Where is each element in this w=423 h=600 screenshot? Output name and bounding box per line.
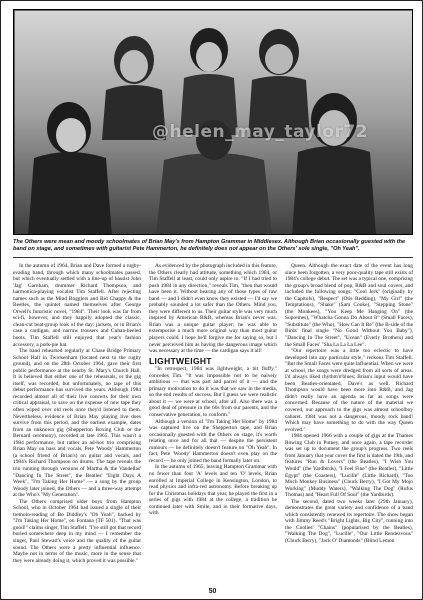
paragraph: As evidenced by the photograph included in this feature, the Others clearly had attitude, something which 1984, or Tim Staffell at least, could only aspire to. "If I had tried to push 1984 in any direction," reveals Tim, "then that would have been it. Without hearing any of those types of raw band — and I didn't even know they existed — I'd say we probably sounded a lot safer than the Others. Mind you, they were different to us. Their guitar style was very much inspired by American R&B, whereas Brian's never was. Brian was a unique guitar player; he was able to extemporise a much more original way than most guitar players could. I hope he'll forgive me for saying so, but I never perceived him as having the dangerous image which was necessary at the time — the cardigan says it all!	[149, 263, 277, 355]
photo-watermark: @helen_may_taylor72	[152, 122, 369, 142]
article-column-1	[13, 263, 141, 585]
paragraph: 1984 opened 1966 with a couple of gigs at the Thames Rowing Club in Putney, and once again, a tape recorder was set up to document the group's progress. Two reels from January that year cover the first is dated the 19th, and features "Run & Lovers" (the Beatles), "I Wish You Would" (the Yardbirds), "I Feel Fine" (the Beatles), "Little Egypt" (the Coasters), "Lucille" (Little Richard), "Too Much Monkey Business" (Chuck Berry), "I Got My Mojo Working" (Muddy Waters), "Walking The Dog" (Rufus Thomas) and "Heart Full Of Soul" (the Yardbirds).	[285, 433, 413, 499]
page-number: 50	[208, 588, 217, 595]
paragraph: The second, dated two weeks later (29th January), demonstrates the great variety and confidence of a band which consistently renewed its repertoire. The show began with Jimmy Reed's "Bright Lights, Big City", running into the Coolies' "Chains" (popularised by the Beatles), "Walking The Dog", "Lucille", "Our Little Rendezvous" (Chuck Berry), "Jack O' Diamonds" (Blind Lemon	[285, 498, 413, 544]
paragraph: The Others comprised older boys from Hampton School, who in October 1964 had issued a single of their tremolo-reading of Bo Diddley's "Oh Yeah", backed by "I'm Taking Her Home", on Fontana (TF 501). "That was good!" claims singer, Tim Staffell. "I've still got that record buried somewhere deep in my mind — I remember the singer, Paul Stewart's voice and the quality of the guitar sound. The Others were a pretty influential influence. Maybe not in terms of the music, more in the sense that they were already doing it, which proved it was possible."	[13, 498, 141, 564]
paragraph: "In retrospect, 1984 was lightweight, a bit fluffy," concedes Tim. "It was impossible not to be naively ambitious — that was part and parcel of it — and the primary motivation to do it was that we saw in the media, so the end results of success. But I guess we were realistic about it — we were at school, after all. Also there was a good deal of pressure in the 60s from our parents, and the conservative generation, to conform."	[149, 366, 277, 419]
article-column-3	[285, 263, 413, 585]
section-heading: LIGHTWEIGHT	[149, 355, 212, 366]
paragraph: Although a version of "I'm Taking Her Home" by 1984 was captured live on the Shepperton tape, and Brian occasionally guested with the Others on stage, it's worth relating once and for all that — despite the persistent rumours — he definitely doesn't feature on "Oh Yeah". In fact, Pete 'Woody' Hammerton doesn't even play on the record — he only joined the band formally later on.	[149, 418, 277, 464]
paragraph: The band rehearsed regularly at Chase Bridge Primary School Hall in Twickenham (located next to the rugby ground), and on the 28th October 1964, gave their first public performance at the nearby St. Mary's Church Hall. It is believed that either one of the rehearsals, or the gig itself, was recorded, but unfortunately, no tape of this debut performance has survived the years. Although 1984 recorded almost all of their live concerts for their own critical appraisal, to save on the expense of new tape they often wiped over old reels once they'd listened to them. Nevertheless, evidence of Brian May playing live does survive from this period, and the earliest example, dates from an unknown gig (Shepperton Boxing Club or the Bernard ceremony), recorded at late 1965. This wasn't a 1984 performance, but rather an ad-hoc trio comprising Brian May on bass and vocals, Pete 'Woody' Hammerton (a school friend of Brian's) on guitar and vocals, and 1984's Richard Thompson on drums. The tape reveals the trio running through versions of Martha & the Vandellas' "Dancing In The Street", the Beatles' "Eight Days A Week", "I'm Taking Her Home" — a song by the group Woody later joined, the Others — and a three-way attempt at the Who's "My Generation".	[13, 348, 141, 499]
article-column-2	[149, 263, 277, 585]
paragraph: "Our repertoire was a little too eclectic to have developed into any particular style," reckons Tim Staffell. "But the Small Faces were quite influential. When we were at school, the songs were dredged from all sorts of areas. I'd always liked rhythm'n'blues; Brian's input would have been Beatles-orientated, Dave's as well. Richard Thompson would have been more into R&B, and Jag didn't really have an agenda as far as songs were concerned. Because of the nature of the material we covered, our approach to the gigs was almost schoolboy cabaret. 1984 was not a dangerous, moody rock band! Which may have something to do with the way Queen evolved."	[285, 348, 413, 433]
paragraph: Queen. Although the exact date of the event has long since been forgotten, a very poor-quality tape still exists of 1984's college debut. The set was a typical one, comprising the group's broad blend of pop, R&B and soul covers, and included the following songs: "Cool Jerk" (originally by the Capitols), "Respect" (Otis Redding), "My Girl" (the Temptations), "Shake" (Sam Cooke), "Stepping Stone" (the Monkees), "You Keep Me Hanging On" (the Supremes), "Whatcha Gonna Do About It" (Small Faces), "Substitute" (the Who), "How Can It Be" (the B-side of the Birds' final single "No Good Without You Baby"), "Dancing In The Street", "Ucean" (Everly Brothers) and the Small Faces' "Sha La La La Lee".	[285, 263, 413, 348]
divider	[13, 257, 413, 258]
band-photo	[13, 9, 413, 235]
article-body	[13, 263, 413, 585]
paragraph: In the autumn of 1964, Brian and Dave formed a rugby-evading band, through which many schoolmates passed, but which eventually settled with a line-up of bassist John 'Jag' Garnham, drummer Richard Thompson, and harmonica-playing vocalist Tim Staffell. After rejecting names such as the Mind Bogglers and Bid Chappy & the Beetles, the quintet named themselves after George Orwell's futuristic novel, "1984". Their look was far from sci-fi, however, and they happily adopted the classic, clean-cut beat-group look of the day: jackets, or in Brian's case a cardigan, and narrow trousers and Cuban-heeled boots. Tim Staffell still enjoyed that year's fashion accessory, a pork-pie hat.	[13, 263, 141, 348]
photo-caption: The Others were mean and moody schoolmates of Brian May's from Hampton Grammar in Middlesex. Although Brian occasionally guested with the band on stage, and sometimes with guitarist Pete Hammerton, he definitely does not appear on the Others' sole single, "Oh Yeah".	[13, 239, 406, 252]
paragraph: In the autumn of 1965, leaving Hampton Grammar with no fewer than four 'A' levels and ten 'O' levels, Brian enrolled at Imperial College in Kensington, London, to read physics and infra-red astronomy. Before breaking up for the Christmas holidays that year, he played the first in a series of gigs with 1984 at the college, a tradition he continued later with Smile, and in their formative days, with	[149, 464, 277, 517]
